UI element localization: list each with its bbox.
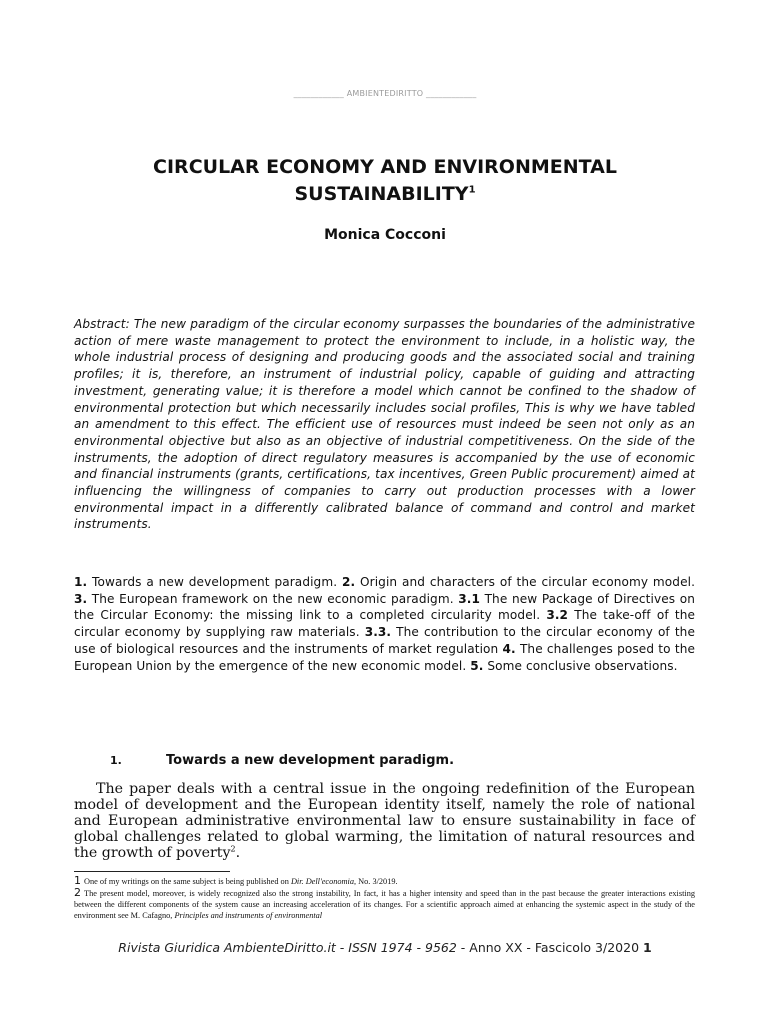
toc-item: The new Package of Directives on the Circular Economy: the missing link to a completed circularity model. bbox=[74, 591, 695, 623]
footnote-text: One of my writings on the same subject is being published on bbox=[84, 877, 291, 886]
footnotes bbox=[74, 875, 695, 921]
footnote-number: 2 bbox=[74, 886, 81, 899]
toc-number: 3. bbox=[74, 591, 88, 606]
issue-info: - Anno XX - Fascicolo 3/2020 bbox=[456, 940, 643, 955]
abstract: Abstract: The new paradigm of the circular economy surpasses the boundaries of the administrative action of mere waste management to protect the environment to include, in a holistic way, the whole industrial process of designing and producing goods and the associated social and training profiles; it is, therefore, an instrument of industrial policy, capable of guiding and attracting investment, generating value; it is therefore a model which cannot be confined to the shadow of environmental protection but which necessarily includes social profiles, This is why we have tabled an amendment to this effect. The efficient use of resources must indeed be seen not only as an environmental objective but also as an objective of industrial competitiveness. On the side of the instruments, the adoption of direct regulatory measures is accompanied by the use of economic and financial instruments (grants, certifications, tax incentives, Green Public procurement) aimed at influencing the willingness of companies to carry out production processes with a lower environmental impact in a differently calibrated balance of command and control and market instruments. bbox=[74, 317, 695, 532]
section-heading bbox=[110, 753, 695, 768]
body-footnote-ref[interactable]: 2 bbox=[230, 843, 236, 853]
toc-number: 4. bbox=[502, 641, 516, 656]
footnote-text: The present model, moreover, is widely recognized also the strong instability, In fact, it has a higher intensity and speed than in the past because the greater interactions existing between the different components of the system cause an increasing acceleration of its changes. For a scientific approach aimed at enhancing the systemic aspect in the study of the environment see M. Cafagno, bbox=[74, 889, 695, 920]
section-title: Towards a new development paradigm. bbox=[166, 753, 455, 768]
article-title-text: CIRCULAR ECONOMY AND ENVIRONMENTAL SUSTAINABILITY bbox=[153, 156, 617, 205]
toc-number: 2. bbox=[341, 575, 356, 589]
title-footnote-ref[interactable]: 1 bbox=[468, 184, 476, 196]
section-number: 1. bbox=[110, 754, 122, 767]
toc-item: Origin and characters of the circular economy model. bbox=[355, 575, 696, 589]
footnote-italic: Dir. Dell'economia bbox=[290, 877, 355, 886]
toc-number: 3.3. bbox=[364, 625, 392, 640]
toc-item: The European framework on the new economic paradigm. bbox=[87, 591, 459, 606]
table-of-contents bbox=[74, 574, 695, 674]
toc-item: Towards a new development paradigm. bbox=[87, 575, 342, 589]
toc-item: The contribution to the circular economy of the use of biological resources and the instruments of market regulation bbox=[74, 625, 695, 656]
body-end: . bbox=[235, 844, 241, 861]
toc-item: The take-off of the circular economy by supplying raw materials. bbox=[74, 608, 695, 640]
toc-item: The challenges posed to the European Union by the emergence of the new economic model. bbox=[74, 641, 696, 673]
footnote bbox=[74, 887, 695, 921]
footnote-text-end: , No. 3/2019. bbox=[354, 877, 398, 886]
page-number: 1 bbox=[643, 940, 652, 955]
footnote-separator bbox=[74, 871, 230, 872]
toc-number: 3.2 bbox=[546, 608, 569, 623]
footnote-italic: Principles and instruments of environmental bbox=[174, 911, 323, 920]
running-header: ____________ AMBIENTEDIRITTO ____________ bbox=[293, 89, 477, 98]
toc-item: Some conclusive observations. bbox=[483, 658, 678, 673]
article-title bbox=[100, 154, 670, 208]
body-paragraph bbox=[74, 782, 695, 862]
toc-number: 1. bbox=[74, 575, 88, 589]
toc-number: 3.1 bbox=[458, 591, 480, 606]
journal-name: Rivista Giuridica AmbienteDiritto.it - ISSN 1974 - 9562 bbox=[118, 940, 457, 955]
footnote bbox=[74, 875, 695, 887]
footnote-number: 1 bbox=[74, 874, 81, 887]
toc-number: 5. bbox=[470, 658, 484, 673]
page-footer bbox=[0, 940, 770, 955]
author-name: Monica Cocconi bbox=[324, 227, 446, 243]
body-text: The paper deals with a central issue in the ongoing redefinition of the European model of development and the European identity itself, namely the role of national and European administrative environmental law to ensure sustainability in face of global challenges related to global warming, the limitation of natural resources and the growth of poverty bbox=[74, 781, 695, 861]
